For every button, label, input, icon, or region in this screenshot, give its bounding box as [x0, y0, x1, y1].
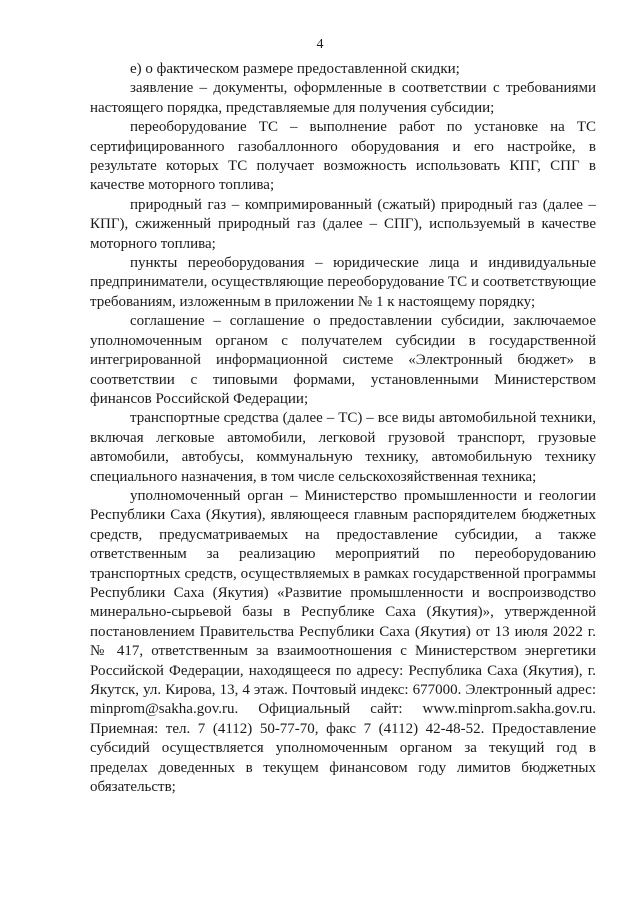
paragraph-application: заявление – документы, оформленные в соответствии с требованиями настоящего порядка, представляемые для получения субсидии;: [90, 80, 596, 116]
document-body: [90, 60, 596, 797]
paragraph-authorized-body: уполномоченный орган – Министерство промышленности и геологии Республики Саха (Якутия), являющееся главным распорядителем бюджетных средств, предусматриваемых на предоставление субсидии, а также ответственным за реализацию мероприятий по переоборудованию транспортных средств, осуществляемых в рамках государственной программы Республики Саха (Якутия) «Развитие промышленности и воспроизводство минерально-сырьевой базы в Республике Саха (Якутия)», утвержденной постановлением Правительства Республики Саха (Якутия) от 13 июля 2022 г. № 417, ответственным за взаимоотношения с Министерством энергетики Российской Федерации, находящееся по адресу: Республика Саха (Якутия), г. Якутск, ул. Кирова, 13, 4 этаж. Почтовый индекс: 677000. Электронный адрес: minprom@sakha.gov.ru. Официальный сайт: www.minprom.sakha.gov.ru. Приемная: тел. 7 (4112) 50-77-70, факс 7 (4112) 42-48-52. Предоставление субсидий осуществляется уполномоченным органом за текущий год в пределах доведенных в текущем финансовом году лимитов бюджетных обязательств;: [90, 487, 596, 796]
paragraph-natural-gas: природный газ – компримированный (сжатый) природный газ (далее – КПГ), сжиженный природный газ (далее – СПГ), используемый в качестве моторного топлива;: [90, 196, 596, 252]
paragraph-discount-size: е) о фактическом размере предоставленной скидки;: [130, 61, 460, 77]
paragraph-vehicle-conversion: переоборудование ТС – выполнение работ по установке на ТС сертифицированного газобаллонного оборудования и его настройке, в результате которых ТС получает возможность использовать КПГ, СПГ в качестве моторного топлива;: [90, 119, 596, 194]
paragraph-agreement: соглашение – соглашение о предоставлении субсидии, заключаемое уполномоченным органом с получателем субсидии в государственной интегрированной информационной системе «Электронный бюджет» в соответствии с типовыми формами, установленными Министерством финансов Российской Федерации;: [90, 313, 596, 407]
paragraph-conversion-points: пункты переоборудования – юридические лица и индивидуальные предприниматели, осуществляющие переоборудование ТС и соответствующие требованиям, изложенным в приложении № 1 к настоящему порядку;: [90, 255, 596, 310]
page-number: 4: [316, 37, 324, 52]
paragraph-vehicles: транспортные средства (далее – ТС) – все виды автомобильной техники, включая легковые автомобили, легковой грузовой транспорт, грузовые автомобили, автобусы, коммунальную технику, автомобильную технику специального назначения, в том числе сельскохозяйственная техника;: [90, 410, 596, 485]
